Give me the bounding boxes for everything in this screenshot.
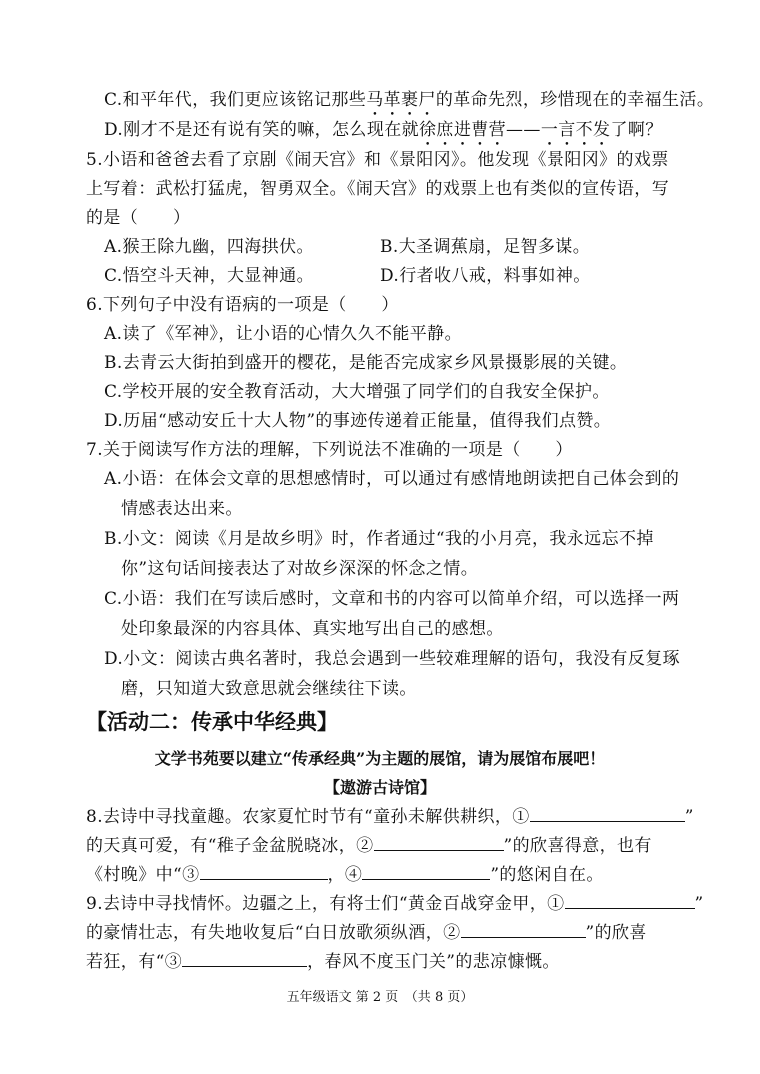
q8-line1	[86, 804, 694, 828]
text: 9.去诗中寻找情怀。边疆之上，有将士们“黄金百战穿金甲，①	[86, 894, 565, 914]
q5-stem-2: 上写着：武松打猛虎，智勇双全。《闹天宫》的戏票上也有类似的宣传语，写	[86, 179, 670, 199]
text: 的天真可爱，有“稚子金盆脱晓冰，②	[86, 836, 374, 856]
text: 若狂，有“③	[86, 952, 183, 972]
text: ，春风不度玉门关”的悲凉慷慨。	[307, 952, 560, 972]
emphasized-xiehouyu: 徐庶进曹营——一言不发	[419, 120, 611, 140]
answer-blank-1[interactable]	[565, 891, 695, 909]
text: 的豪情壮志，有失地收复后“白日放歌须纵酒，②	[86, 923, 461, 943]
page-footer: 五年级语文 第 2 页 （共 8 页）	[286, 990, 474, 1005]
q6-option-a: A.读了《军神》，让小语的心情久久不能平静。	[104, 324, 462, 344]
q6-option-d: D.历届“感动安丘十大人物”的事迹传递着正能量，值得我们点赞。	[104, 411, 612, 431]
q5-option-d: D.行者收八戒，料事如神。	[380, 266, 591, 286]
text: ”	[694, 894, 704, 914]
q4-option-d	[104, 119, 663, 150]
answer-blank-4[interactable]	[362, 862, 490, 880]
text: ，④	[327, 865, 363, 885]
emphasized-idiom: 马革裹尸	[366, 90, 436, 110]
answer-blank-3[interactable]	[182, 949, 307, 967]
q4-option-c	[104, 89, 714, 120]
section-intro: 文学书苑要以建立“传承经典”为主题的展馆，请为展馆布展吧！	[154, 749, 606, 768]
text: C.和平年代，我们更应该铭记那些	[104, 90, 367, 110]
text: 的革命先烈，珍惜现在的幸福生活。	[435, 90, 715, 110]
q7-option-b-line1: B.小文：阅读《月是故乡明》时，作者通过“我的小月亮，我永远忘不掉	[104, 529, 654, 549]
q6-stem: 6.下列句子中没有语病的一项是（ ）	[86, 295, 399, 315]
answer-blank-2[interactable]	[374, 833, 504, 851]
subsection-title: 【遨游古诗馆】	[323, 778, 436, 797]
text: ”的欣喜	[585, 923, 647, 943]
q9-line3	[86, 949, 560, 973]
text: 8.去诗中寻找童趣。农家夏忙时节有“童孙未解供耕织，①	[86, 807, 530, 827]
text: ”的悠闲自在。	[490, 865, 604, 885]
q5-option-b: B.大圣调蕉扇，足智多谋。	[380, 237, 591, 257]
q7-option-a-line2: 情感表达出来。	[121, 499, 243, 519]
q7-option-c-line1: C.小语：我们在写读后感时，文章和书的内容可以简单介绍，可以选择一两	[104, 589, 680, 609]
text: 《村晚》中“③	[86, 865, 200, 885]
q5-option-a: A.猴王除九幽，四海拱伏。	[104, 237, 314, 257]
answer-blank-1[interactable]	[530, 804, 685, 822]
q7-option-d-line1: D.小文：阅读古典名著时，我总会遇到一些较难理解的语句，我没有反复琢	[104, 649, 681, 669]
q7-option-b-line2: 你”这句话间接表达了对故乡深深的怀念之情。	[121, 559, 479, 579]
q7-option-c-line2: 处印象最深的内容具体、真实地写出自己的感想。	[121, 619, 504, 639]
q8-line3	[86, 862, 604, 886]
q5-stem-3: 的是（ ）	[86, 208, 191, 228]
q6-option-c: C.学校开展的安全教育活动，大大增强了同学们的自我安全保护。	[104, 382, 610, 402]
text: 了啊？	[610, 120, 663, 140]
q7-stem: 7.关于阅读写作方法的理解，下列说法不准确的一项是（ ）	[86, 440, 573, 460]
q9-line2	[86, 920, 647, 944]
text: D.刚才不是还有说有笑的嘛，怎么现在就	[104, 120, 420, 140]
q9-line1	[86, 891, 704, 915]
answer-blank-3[interactable]	[200, 862, 328, 880]
q7-option-d-line2: 磨，只知道大致意思就会继续往下读。	[121, 679, 417, 699]
q8-line2	[86, 833, 652, 857]
text: ”的欣喜得意，也有	[503, 836, 652, 856]
section-heading: 【活动二：传承中华经典】	[86, 710, 338, 734]
q5-stem-1: 5.小语和爸爸去看了京剧《闹天宫》和《景阳冈》。他发现《景阳冈》的戏票	[86, 150, 669, 170]
q7-option-a-line1: A.小语：在体会文章的思想感情时，可以通过有感情地朗读把自己体会到的	[104, 469, 680, 489]
text: ”	[684, 807, 694, 827]
q5-option-c: C.悟空斗天神，大显神通。	[104, 266, 315, 286]
answer-blank-2[interactable]	[461, 920, 586, 938]
q6-option-b: B.去青云大街拍到盛开的樱花，是能否完成家乡风景摄影展的关键。	[104, 353, 628, 373]
